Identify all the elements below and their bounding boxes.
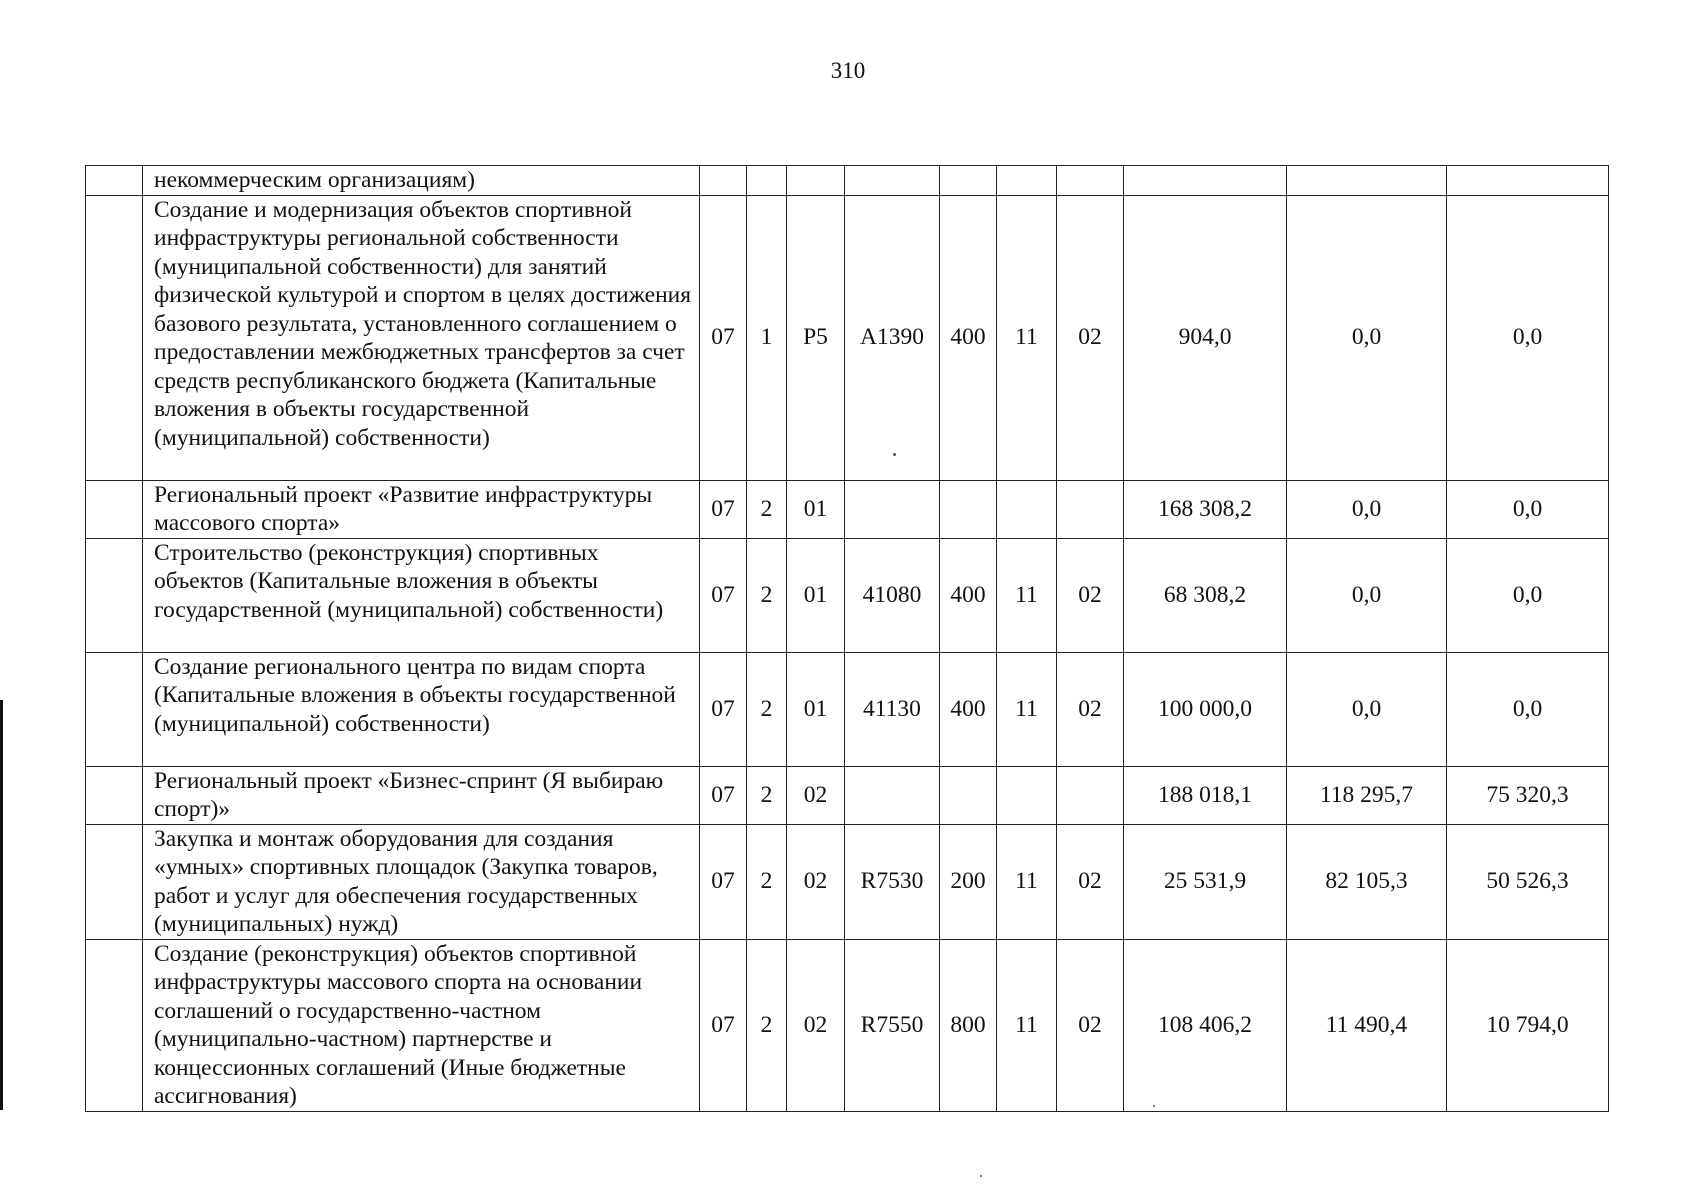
row-number-cell <box>86 166 143 196</box>
table-row <box>86 652 1609 766</box>
program-code <box>747 166 787 196</box>
direction-code <box>845 480 940 538</box>
section-code: 07 <box>700 195 747 480</box>
table-row <box>86 195 1609 480</box>
section-code: 07 <box>700 939 747 1111</box>
subprogram-code <box>787 166 845 196</box>
budget-table <box>85 165 1609 1112</box>
subsection-code <box>1057 480 1124 538</box>
direction-code: R7550 <box>845 939 940 1111</box>
program-code: 2 <box>747 824 787 939</box>
section-code: 07 <box>700 652 747 766</box>
section-code <box>700 166 747 196</box>
subsection-code: 02 <box>1057 824 1124 939</box>
program-code: 2 <box>747 538 787 652</box>
program-code: 2 <box>747 652 787 766</box>
expense-type-code <box>940 166 997 196</box>
row-name: Создание (реконструкция) объектов спортивной инфраструктуры массового спорта на основании соглашений о государственно-частном (муниципально-частном) партнерстве и концессионных соглашений (Иные бюджетные ассигнования) <box>143 939 700 1111</box>
amount-year-3 <box>1447 166 1609 196</box>
amount-year-3: 10 794,0 <box>1447 939 1609 1111</box>
row-number-cell <box>86 480 143 538</box>
expense-type-code: 400 <box>940 195 997 480</box>
subprogram-code: 01 <box>787 538 845 652</box>
subsection-code: 02 <box>1057 195 1124 480</box>
page-number: 310 <box>830 58 866 83</box>
amount-year-1: 100 000,0 <box>1124 652 1287 766</box>
amount-year-1: 68 308,2 <box>1124 538 1287 652</box>
row-name: Создание регионального центра по видам спорта (Капитальные вложения в объекты государственной (муниципальной) собственности) <box>143 652 700 766</box>
table-row <box>86 538 1609 652</box>
subprogram-code: 01 <box>787 480 845 538</box>
direction-code <box>845 166 940 196</box>
subsection-code: 02 <box>1057 939 1124 1111</box>
amount-year-2: 0,0 <box>1287 538 1447 652</box>
amount-year-3: 0,0 <box>1447 652 1609 766</box>
chapter-code: 11 <box>997 939 1057 1111</box>
row-name: некоммерческим организациям) <box>143 166 700 196</box>
chapter-code: 11 <box>997 538 1057 652</box>
amount-year-3: 50 526,3 <box>1447 824 1609 939</box>
amount-year-2 <box>1287 166 1447 196</box>
direction-code <box>845 766 940 824</box>
amount-year-2: 11 490,4 <box>1287 939 1447 1111</box>
chapter-code <box>997 480 1057 538</box>
scan-speck <box>980 1175 982 1177</box>
subprogram-code: P5 <box>787 195 845 480</box>
chapter-code: 11 <box>997 195 1057 480</box>
expense-type-code: 800 <box>940 939 997 1111</box>
subprogram-code: 02 <box>787 939 845 1111</box>
table-row <box>86 766 1609 824</box>
scan-edge-line <box>0 700 3 1110</box>
row-number-cell <box>86 195 143 480</box>
chapter-code: 11 <box>997 652 1057 766</box>
section-code: 07 <box>700 824 747 939</box>
amount-year-1: 108 406,2 <box>1124 939 1287 1111</box>
table-row <box>86 824 1609 939</box>
scan-speck <box>893 453 896 456</box>
row-number-cell <box>86 939 143 1111</box>
amount-year-2: 0,0 <box>1287 480 1447 538</box>
row-name: Региональный проект «Развитие инфраструктуры массового спорта» <box>143 480 700 538</box>
subsection-code <box>1057 166 1124 196</box>
amount-year-2: 0,0 <box>1287 195 1447 480</box>
chapter-code: 11 <box>997 824 1057 939</box>
chapter-code <box>997 166 1057 196</box>
table-row <box>86 480 1609 538</box>
direction-code: 41080 <box>845 538 940 652</box>
row-name: Региональный проект «Бизнес-спринт (Я выбираю спорт)» <box>143 766 700 824</box>
row-name: Строительство (реконструкция) спортивных объектов (Капитальные вложения в объекты государственной (муниципальной) собственности) <box>143 538 700 652</box>
subsection-code: 02 <box>1057 538 1124 652</box>
amount-year-2: 118 295,7 <box>1287 766 1447 824</box>
amount-year-3: 0,0 <box>1447 480 1609 538</box>
expense-type-code <box>940 480 997 538</box>
program-code: 2 <box>747 939 787 1111</box>
amount-year-1 <box>1124 166 1287 196</box>
section-code: 07 <box>700 480 747 538</box>
direction-code: 41130 <box>845 652 940 766</box>
expense-type-code <box>940 766 997 824</box>
amount-year-3: 0,0 <box>1447 195 1609 480</box>
row-number-cell <box>86 538 143 652</box>
expense-type-code: 200 <box>940 824 997 939</box>
amount-year-3: 75 320,3 <box>1447 766 1609 824</box>
subsection-code <box>1057 766 1124 824</box>
row-name: Закупка и монтаж оборудования для создания «умных» спортивных площадок (Закупка товаров, работ и услуг для обеспечения государственных (муниципальных) нужд) <box>143 824 700 939</box>
row-number-cell <box>86 652 143 766</box>
subprogram-code: 02 <box>787 824 845 939</box>
chapter-code <box>997 766 1057 824</box>
row-name: Создание и модернизация объектов спортивной инфраструктуры региональной собственности (муниципальной собственности) для занятий физической культурой и спортом в целях достижения базового результата, установленного соглашением о предоставлении межбюджетных трансфертов за счет средств республиканского бюджета (Капитальные вложения в объекты государственной (муниципальной) собственности) <box>143 195 700 480</box>
amount-year-1: 904,0 <box>1124 195 1287 480</box>
section-code: 07 <box>700 538 747 652</box>
direction-code: A1390 <box>845 195 940 480</box>
amount-year-2: 82 105,3 <box>1287 824 1447 939</box>
scan-speck <box>1153 1105 1155 1107</box>
amount-year-2: 0,0 <box>1287 652 1447 766</box>
program-code: 2 <box>747 480 787 538</box>
row-number-cell <box>86 824 143 939</box>
expense-type-code: 400 <box>940 538 997 652</box>
row-number-cell <box>86 766 143 824</box>
amount-year-3: 0,0 <box>1447 538 1609 652</box>
subprogram-code: 01 <box>787 652 845 766</box>
subprogram-code: 02 <box>787 766 845 824</box>
table-row <box>86 939 1609 1111</box>
subsection-code: 02 <box>1057 652 1124 766</box>
section-code: 07 <box>700 766 747 824</box>
expense-type-code: 400 <box>940 652 997 766</box>
amount-year-1: 188 018,1 <box>1124 766 1287 824</box>
program-code: 1 <box>747 195 787 480</box>
amount-year-1: 168 308,2 <box>1124 480 1287 538</box>
amount-year-1: 25 531,9 <box>1124 824 1287 939</box>
program-code: 2 <box>747 766 787 824</box>
table-row <box>86 166 1609 196</box>
direction-code: R7530 <box>845 824 940 939</box>
